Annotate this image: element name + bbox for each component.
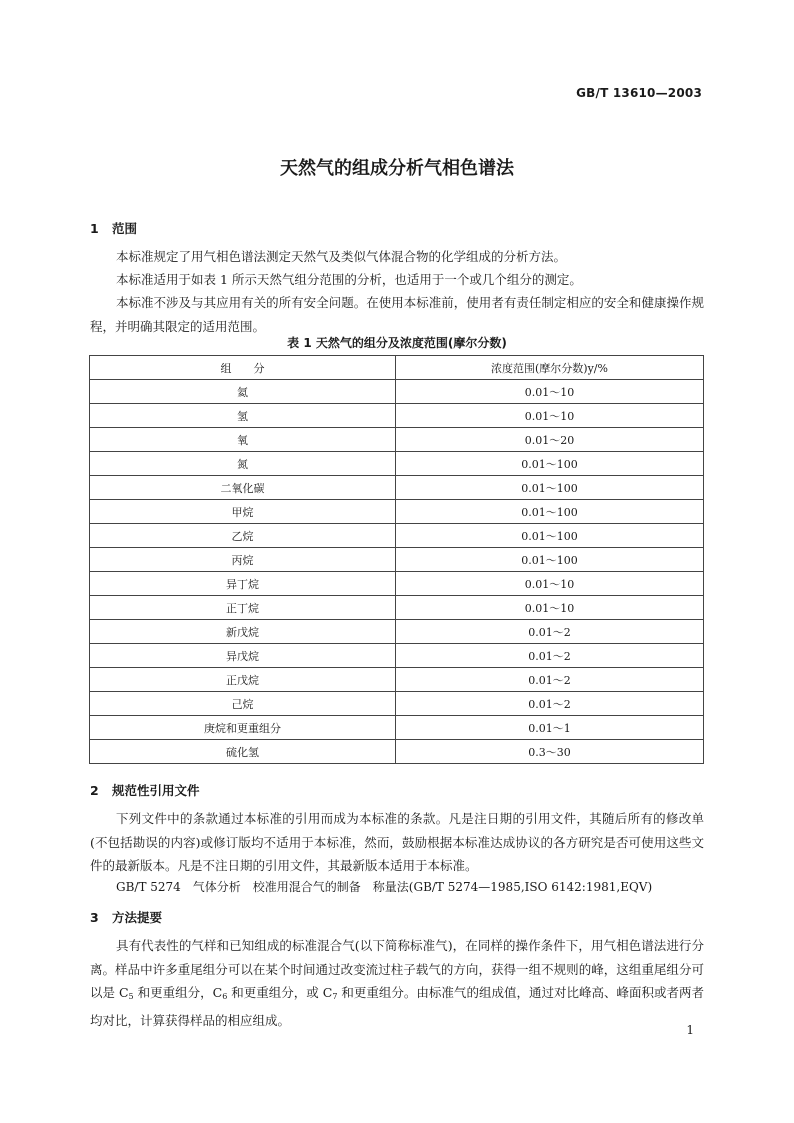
component-cell: 丙烷 [90, 548, 396, 572]
section-1-paragraph-3: 本标准不涉及与其应用有关的所有安全问题。在使用本标准前，使用者有责任制定相应的安全和健康操作规程，并明确其限定的适用范围。 [90, 295, 704, 334]
section-2-number: 2 [90, 783, 99, 798]
document-title: 天然气的组成分析气相色谱法 [280, 158, 514, 179]
component-cell: 己烷 [90, 692, 396, 716]
normative-reference: GB/T 5274 气体分析 校准用混合气的制备 称量法(GB/T 5274—1985,ISO 6142:1981,EQV) [116, 880, 653, 894]
component-cell: 甲烷 [90, 500, 396, 524]
table-row [90, 692, 704, 716]
component-cell: 氮 [90, 452, 396, 476]
component-cell: 新戊烷 [90, 620, 396, 644]
component-cell: 正丁烷 [90, 596, 396, 620]
table-header-range: 浓度范围(摩尔分数)y/% [396, 356, 704, 380]
section-3-text-4: 和更重组分。由标准气的组成值，通过对比峰高、峰面积或者两者均对比，计算获得样品的相应组成。 [90, 985, 704, 1028]
range-cell: 0.3～30 [396, 740, 704, 764]
section-1-paragraph-1: 本标准规定了用气相色谱法测定天然气及类似气体混合物的化学组成的分析方法。 [116, 249, 567, 264]
section-3-paragraph [90, 934, 704, 1032]
page-number: 1 [686, 1023, 694, 1037]
table-row [90, 644, 704, 668]
table-row [90, 476, 704, 500]
range-cell: 0.01～10 [396, 572, 704, 596]
component-cell: 异戊烷 [90, 644, 396, 668]
section-3-number: 3 [90, 910, 99, 925]
section-3-title: 方法提要 [112, 910, 163, 925]
range-cell: 0.01～1 [396, 716, 704, 740]
standard-code: GB/T 13610—2003 [576, 86, 702, 100]
table-row [90, 500, 704, 524]
range-cell: 0.01～10 [396, 404, 704, 428]
range-cell: 0.01～100 [396, 524, 704, 548]
table-row [90, 740, 704, 764]
range-cell: 0.01～10 [396, 596, 704, 620]
section-3-text-3: 和更重组分，或 C [227, 985, 333, 1000]
table-header-component: 组 分 [90, 356, 396, 380]
section-1-title: 范围 [112, 221, 138, 236]
table-1-caption: 表 1 天然气的组分及浓度范围(摩尔分数) [287, 336, 507, 350]
section-2-title: 规范性引用文件 [112, 783, 200, 798]
table-row [90, 404, 704, 428]
component-cell: 氧 [90, 428, 396, 452]
range-cell: 0.01～100 [396, 500, 704, 524]
section-3-heading [90, 908, 162, 926]
range-cell: 0.01～2 [396, 692, 704, 716]
section-3-text-1: 具有代表性的气样和已知组成的标准混合气(以下简称标准气)，在同样的操作条件下，用气相色谱法进行分离。样品中许多重尾组分可以在某个时间通过改变流过柱子载气的方向，获得一组不规则的峰，这组重尾组分可以是 C [90, 938, 704, 1000]
table-row [90, 428, 704, 452]
range-cell: 0.01～2 [396, 620, 704, 644]
section-1-number: 1 [90, 221, 99, 236]
section-1-heading [90, 219, 137, 237]
table-row [90, 668, 704, 692]
table-row [90, 452, 704, 476]
component-cell: 硫化氢 [90, 740, 396, 764]
table-row [90, 716, 704, 740]
range-cell: 0.01～20 [396, 428, 704, 452]
range-cell: 0.01～100 [396, 452, 704, 476]
section-3-text-2: 和更重组分，C [133, 985, 223, 1000]
composition-table [89, 355, 704, 764]
component-cell: 异丁烷 [90, 572, 396, 596]
range-cell: 0.01～100 [396, 548, 704, 572]
table-body [90, 380, 704, 764]
range-cell: 0.01～100 [396, 476, 704, 500]
component-cell: 正戊烷 [90, 668, 396, 692]
range-cell: 0.01～10 [396, 380, 704, 404]
section-1-paragraph-2: 本标准适用于如表 1 所示天然气组分范围的分析，也适用于一个或几个组分的测定。 [116, 272, 582, 287]
range-cell: 0.01～2 [396, 644, 704, 668]
subscript-6: 6 [222, 992, 228, 1001]
component-cell: 乙烷 [90, 524, 396, 548]
component-cell: 二氧化碳 [90, 476, 396, 500]
table-row [90, 524, 704, 548]
table-row [90, 620, 704, 644]
table-header-row [90, 356, 704, 380]
component-cell: 庚烷和更重组分 [90, 716, 396, 740]
component-cell: 氢 [90, 404, 396, 428]
subscript-5: 5 [128, 992, 134, 1001]
subscript-7: 7 [332, 992, 338, 1001]
table-row [90, 596, 704, 620]
range-cell: 0.01～2 [396, 668, 704, 692]
table-row [90, 572, 704, 596]
section-2-paragraph: 下列文件中的条款通过本标准的引用而成为本标准的条款。凡是注日期的引用文件，其随后所有的修改单(不包括勘误的内容)或修订版均不适用于本标准，然而，鼓励根据本标准达成协议的各方研究是否可使用这些文件的最新版本。凡是不注日期的引用文件，其最新版本适用于本标准。 [90, 811, 704, 873]
section-2-heading [90, 781, 200, 799]
table-row [90, 548, 704, 572]
component-cell: 氦 [90, 380, 396, 404]
table-row [90, 380, 704, 404]
